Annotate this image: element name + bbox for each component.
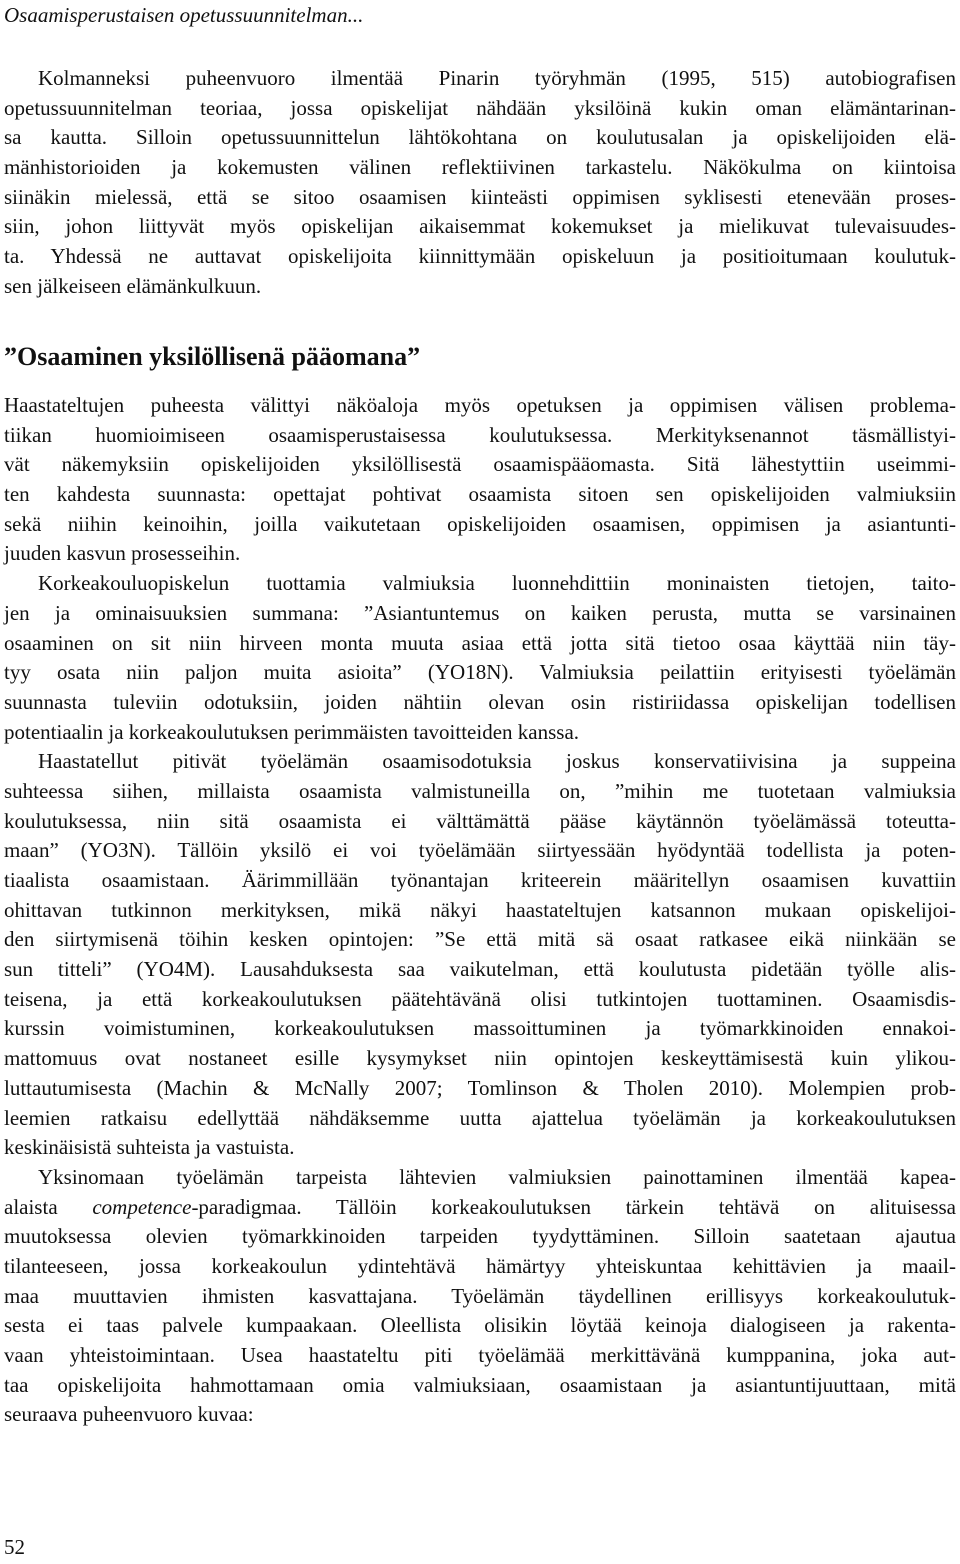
- text-line: siin, johon liittyvät myös opiskelijan aikaisemmat kokemukset ja mielikuvat tulevaisuudes-: [4, 214, 956, 239]
- text-line: ohittavan tutkinnon merkityksen, mikä näkyi haastateltujen katsannon mukaan opiskelijoi-: [4, 897, 956, 922]
- text-line: tiaalista osaamistaan. Äärimmillään työnantajan kriteerein määritellyn osaamisen kuvattiin: [4, 868, 956, 892]
- text-line: koulutuksessa, niin sitä osaamista ei välttämättä pääse käytännön työelämässä toteutta-: [4, 808, 956, 833]
- text-line: ten kahdesta suunnasta: opettajat pohtivat osaamista sitoen sen opiskelijoiden valmiuksiin: [4, 482, 956, 507]
- text-line: jen ja ominaisuuksien summana: ”Asiantuntemus on kaiken perusta, mutta se varsinainen: [4, 600, 956, 625]
- text-line: tilanteeseen, jossa korkeakoulun ydintehtävä hämärtyy yhteiskuntaa kehittävien ja maail-: [4, 1253, 956, 1278]
- text-line: osaaminen on sit niin hirveen monta muuta asiaa että jotta sitä tietoo osaa käyttää niin täy-: [4, 630, 956, 655]
- running-header: Osaamisperustaisen opetussuunnitelman...: [4, 3, 364, 27]
- text-line: sa kautta. Silloin opetussuunnittelun lähtökohtana on koulutusalan ja opiskelijoiden elä-: [4, 125, 956, 150]
- text-line: ta. Yhdessä ne auttavat opiskelijoita kiinnittymään opiskeluun ja positioitumaan koulutuk-: [4, 244, 956, 269]
- text-line: luttautumisesta (Machin & McNally 2007; Tomlinson & Tholen 2010). Molempien prob-: [4, 1075, 956, 1100]
- text-line: suunnasta tuleviin odotuksiin, joiden nähtiin olevan osin ristiriidassa opiskelijan todellisen: [4, 689, 956, 714]
- text-line: sesta ei taas palvele kumpaakaan. Oleellista olisikin löytää keinoja dialogiseen ja rakenta-: [4, 1313, 956, 1338]
- text-line: tiikan huomioimiseen osaamisperustaisessa koulutuksessa. Merkityksenannot täsmällistyi-: [4, 422, 956, 447]
- text-line: Korkeakouluopiskelun tuottamia valmiuksia luonnehdittiin moninaisten tietojen, taito-: [38, 571, 956, 596]
- body-paragraphs: [4, 391, 956, 1430]
- text-line: taa opiskelijoita hahmottamaan omia valmiuksiaan, osaamistaan ja asiantuntijuuttaan, mitä: [4, 1372, 956, 1397]
- emphasized-term: competence: [92, 1194, 192, 1219]
- text-line: sekä niihin keinoihin, joilla vaikutetaan opiskelijoiden osaamisen, oppimisen ja asiantunti-: [4, 511, 956, 536]
- text-line: maa muuttavien ihmisten kasvattajana. Työelämän täydellinen erillisyys korkeakoulutuk-: [4, 1283, 956, 1308]
- section-heading: ”Osaaminen yksilöllisenä pääomana”: [4, 342, 421, 371]
- text-line: siinäkin mielessä, että se sitoo osaamisen kiinteästi oppimisen syklisesti etenevään proses-: [4, 184, 956, 209]
- intro-paragraph: [4, 64, 956, 302]
- text-line: sun titteli” (YO4M). Lausahduksesta saa vaikutelman, että koulutusta pidetään työlle alis-: [4, 957, 956, 982]
- text-line: sen jälkeiseen elämänkulkuun.: [4, 273, 262, 298]
- text-line: leemien ratkaisu edellyttää nähdäksemme uutta ajattelua työelämän ja korkeakoulutuksen: [4, 1105, 956, 1130]
- text-line: muutoksessa olevien työmarkkinoiden tarpeiden tyydyttäminen. Silloin saatetaan ajautua: [4, 1224, 956, 1249]
- text-line: Yksinomaan työelämän tarpeista lähtevien valmiuksien painottaminen ilmentää kapea-: [38, 1164, 956, 1189]
- text-line: mattomuus ovat nostaneet esille kysymykset niin opintojen keskeyttämisestä kuin ylikou-: [4, 1046, 956, 1071]
- text-line: tyy osata niin paljon muita asioita” (YO18N). Valmiuksia peilattiin erityisesti työelämän: [4, 660, 956, 685]
- text-line: suhteessa siihen, millaista osaamista valmistuneilla on, ”mihin me tuotetaan valmiuksia: [4, 778, 956, 803]
- text-line: juuden kasvun prosesseihin.: [4, 541, 241, 566]
- text-line: alaista competence-paradigmaa. Tällöin korkeakoulutuksen tärkein tehtävä on alituisessa: [4, 1194, 957, 1219]
- text-line: seuraava puheenvuoro kuvaa:: [4, 1402, 254, 1427]
- text-line: vät näkemyksiin opiskelijoiden yksilöllisestä osaamispääomasta. Sitä lähestyttiin useimmi-: [4, 452, 956, 477]
- text-line: kurssin voimistuminen, korkeakoulutuksen massoittuminen ja työmarkkinoiden ennakoi-: [4, 1016, 956, 1041]
- text-line: Haastatellut pitivät työelämän osaamisodotuksia joskus konservatiivisina ja suppeina: [38, 749, 956, 774]
- text-line: opetussuunnitelman teoriaa, jossa opiskelijat nähdään yksilöinä kukin oman elämäntarinan-: [4, 95, 956, 120]
- text-line: mänhistorioiden ja kokemusten välinen reflektiivinen tarkastelu. Näkökulma on kiintoisa: [4, 155, 956, 180]
- page-number: 52: [4, 1535, 25, 1559]
- text-line: keskinäisistä suhteista ja vastuista.: [4, 1135, 295, 1160]
- text-line: Kolmanneksi puheenvuoro ilmentää Pinarin työryhmän (1995, 515) autobiografisen: [38, 66, 956, 90]
- text-line: den siirtymisenä töihin kesken opintojen: ”Se että mitä sä osaat ratkasee eikä niinkään se: [4, 927, 956, 952]
- text-line: teisena, ja että korkeakoulutuksen päätehtävänä olisi tutkintojen tuottaminen. Osaamisdis-: [4, 986, 956, 1011]
- text-line: Haastateltujen puheesta välittyi näköaloja myös opetuksen ja oppimisen välisen problema-: [4, 393, 956, 417]
- text-line: maan” (YO3N). Tällöin yksilö ei voi työelämään siirtyessään hyödyntää todellista ja poten-: [4, 838, 956, 863]
- text-line: potentiaalin ja korkeakoulutuksen perimmäisten tavoitteiden kanssa.: [4, 719, 580, 744]
- text-line: vaan yhteistoimintaan. Usea haastateltu piti työelämää merkittävänä kumppanina, joka aut-: [4, 1343, 956, 1367]
